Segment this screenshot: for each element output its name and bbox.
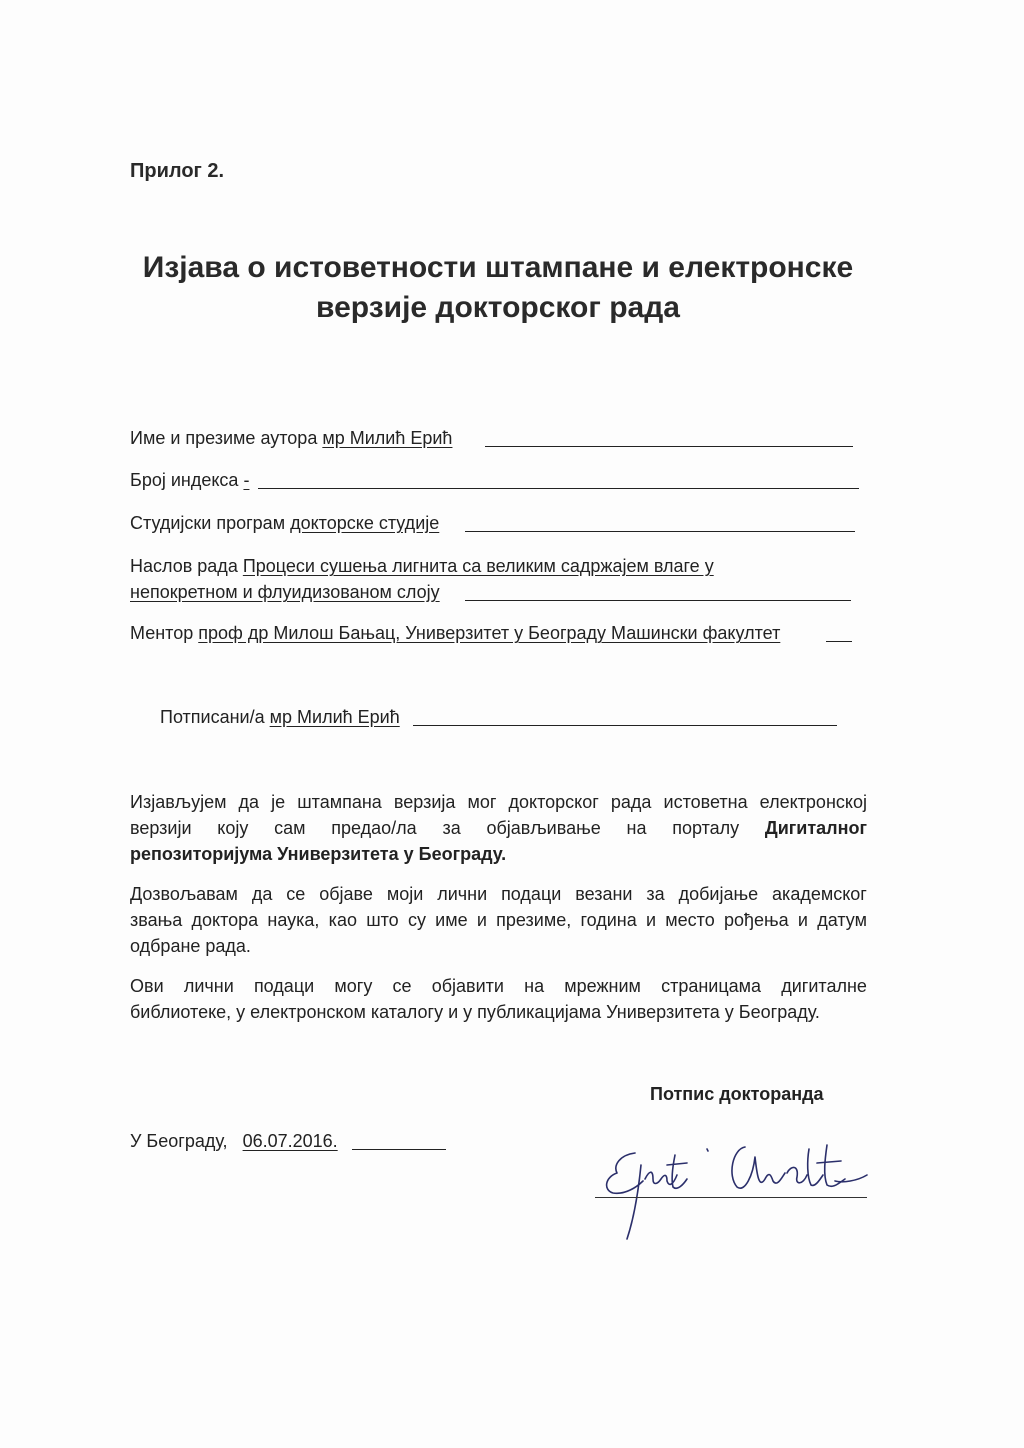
word: Дозвољавам bbox=[130, 884, 238, 904]
signature-heading: Потпис докторанда bbox=[650, 1084, 824, 1104]
word: је bbox=[271, 792, 286, 812]
word: и bbox=[476, 910, 487, 930]
word: на bbox=[524, 976, 545, 996]
place-label: У Београду, bbox=[130, 1131, 228, 1151]
date-value: 06.07.2016. bbox=[242, 1131, 338, 1151]
word: се bbox=[392, 976, 412, 996]
word: штампана bbox=[297, 792, 382, 812]
author-label: Име и презиме аутора bbox=[130, 428, 318, 448]
word: и bbox=[646, 910, 657, 930]
word: лични bbox=[183, 976, 234, 996]
word: на bbox=[626, 818, 647, 838]
declaration-paragraph-3 bbox=[130, 973, 867, 1025]
index-fill-line bbox=[258, 488, 859, 489]
word: објавити bbox=[431, 976, 504, 996]
word: подаци bbox=[253, 976, 315, 996]
word: објаве bbox=[319, 884, 373, 904]
program-label: Студијски програм bbox=[130, 513, 286, 533]
word: могу bbox=[334, 976, 373, 996]
word: мог bbox=[467, 792, 497, 812]
word: година bbox=[580, 910, 637, 930]
author-fill-line bbox=[485, 446, 853, 447]
word: и bbox=[797, 910, 808, 930]
word: истоветна bbox=[663, 792, 748, 812]
word: објављивање bbox=[486, 818, 601, 838]
declaration-paragraph-1 bbox=[130, 789, 867, 867]
title-line-2: верзије докторског рада bbox=[316, 291, 680, 324]
p2-line-2 bbox=[130, 907, 867, 933]
p1-line-2 bbox=[130, 815, 867, 841]
signed-field bbox=[160, 705, 400, 729]
mentor-value: проф др Милош Бањац, Универзитет у Београду Машински факултет bbox=[198, 623, 781, 643]
word: страницама bbox=[661, 976, 762, 996]
word: за bbox=[442, 818, 461, 838]
word: докторског bbox=[508, 792, 599, 812]
program-fill-line bbox=[465, 531, 855, 532]
word: датум bbox=[817, 910, 867, 930]
p3-line-2: библиотеке, у електронском каталогу и у публикацијама Универзитета у Београду. bbox=[130, 1002, 820, 1022]
word: везани bbox=[575, 884, 633, 904]
handwritten-signature bbox=[595, 1135, 895, 1245]
word: мрежним bbox=[564, 976, 641, 996]
program-value: докторске студије bbox=[290, 513, 440, 533]
word: да bbox=[251, 884, 273, 904]
word: рада bbox=[610, 792, 652, 812]
index-field bbox=[130, 468, 249, 492]
word: звања bbox=[130, 910, 183, 930]
word: добијање bbox=[678, 884, 759, 904]
p3-line-1 bbox=[130, 973, 867, 999]
index-label: Број индекса bbox=[130, 470, 239, 490]
mentor-fill-line bbox=[826, 641, 852, 642]
word: подаци bbox=[501, 884, 562, 904]
mentor-label: Ментор bbox=[130, 623, 194, 643]
word: лични bbox=[437, 884, 488, 904]
thesis-title-field-line-2 bbox=[130, 580, 440, 604]
thesis-title-fill-line bbox=[465, 600, 851, 601]
word: место bbox=[665, 910, 715, 930]
mentor-field bbox=[130, 621, 780, 645]
word: моји bbox=[386, 884, 424, 904]
word: као bbox=[328, 910, 357, 930]
thesis-title-value-line-2: непокретном и флуидизованом слоју bbox=[130, 582, 440, 602]
word: име bbox=[435, 910, 468, 930]
p2-line-1 bbox=[130, 881, 867, 907]
title-line-1: Изјава о истоветности штампане и електронске bbox=[142, 251, 854, 284]
word: верзији bbox=[130, 818, 192, 838]
signed-label: Потписани/а bbox=[160, 707, 265, 727]
word: доктора bbox=[191, 910, 259, 930]
word: академског bbox=[772, 884, 867, 904]
word: Изјављујем bbox=[130, 792, 227, 812]
p2-line-3: одбране рада. bbox=[130, 936, 251, 956]
word: сам bbox=[274, 818, 306, 838]
signed-fill-line bbox=[413, 725, 837, 726]
thesis-title-value-line-1: Процеси сушења лигнита са великим садржајем влаге у bbox=[242, 556, 714, 576]
date-fill-line bbox=[352, 1149, 446, 1150]
word: предао/ла bbox=[331, 818, 417, 838]
word: се bbox=[286, 884, 306, 904]
signature-line bbox=[595, 1197, 867, 1198]
index-value: - bbox=[243, 470, 250, 490]
word: презиме, bbox=[496, 910, 572, 930]
program-field bbox=[130, 511, 439, 535]
author-field bbox=[130, 426, 452, 450]
word: верзија bbox=[393, 792, 456, 812]
word: рођења bbox=[723, 910, 789, 930]
word: за bbox=[646, 884, 665, 904]
place-date-field bbox=[130, 1129, 338, 1153]
declaration-paragraph-2 bbox=[130, 881, 867, 959]
word: што bbox=[366, 910, 399, 930]
author-value: мр Милић Ерић bbox=[322, 428, 453, 448]
thesis-title-label: Наслов рада bbox=[130, 556, 238, 576]
thesis-title-field bbox=[130, 554, 714, 578]
word: порталу bbox=[672, 818, 740, 838]
word: да bbox=[238, 792, 260, 812]
document-title bbox=[100, 248, 896, 328]
signed-value: мр Милић Ерић bbox=[269, 707, 400, 727]
p1-line-3: репозиторијума Универзитета у Београду. bbox=[130, 844, 507, 864]
word: коју bbox=[217, 818, 249, 838]
word: електронској bbox=[759, 792, 867, 812]
word: наука, bbox=[267, 910, 320, 930]
word-bold: Дигиталног bbox=[764, 818, 867, 838]
word: дигиталне bbox=[781, 976, 867, 996]
p1-line-1 bbox=[130, 789, 867, 815]
word: су bbox=[407, 910, 426, 930]
attachment-label: Прилог 2. bbox=[130, 160, 225, 182]
word: Ови bbox=[130, 976, 164, 996]
